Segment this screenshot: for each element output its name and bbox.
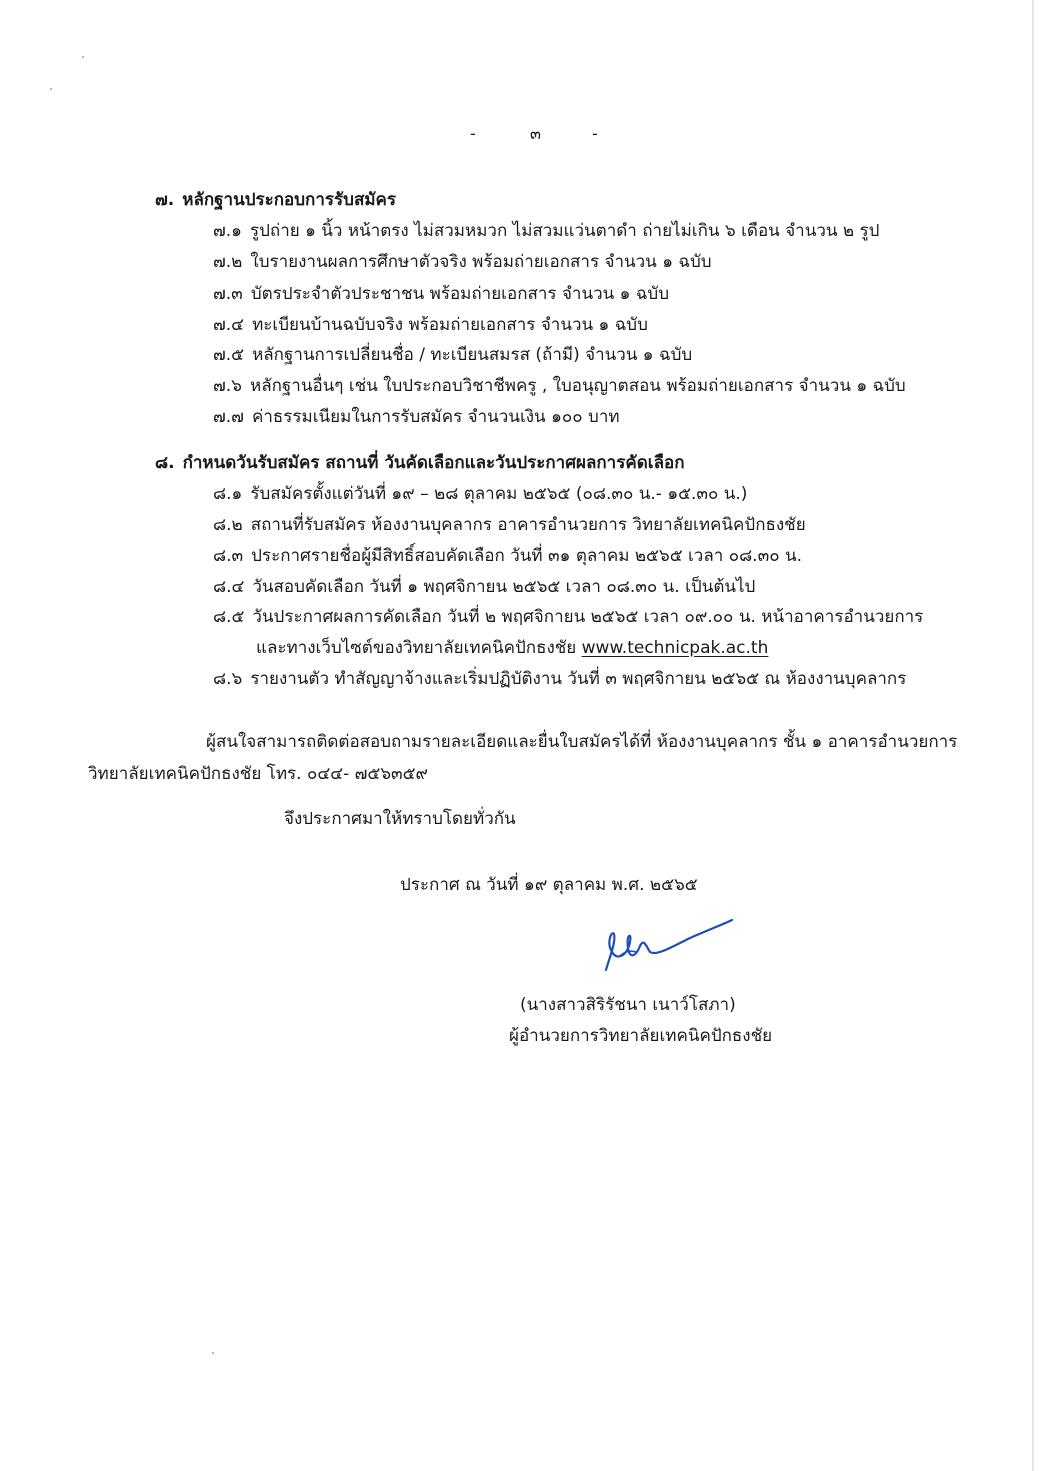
section-7-item [213,250,712,274]
signatory-position: ผู้อำนวยการวิทยาลัยเทคนิคปักธงชัย [509,1026,773,1046]
signatory-name: (นางสาวสิริรัชนา เนาว์โสภา) [520,995,736,1015]
item-text: หลักฐานการเปลี่ยนชื่อ / ทะเบียนสมรส (ถ้ามี) จำนวน ๑ ฉบับ [252,345,693,365]
section-8-title: กำหนดวันรับสมัคร สถานที่ วันคัดเลือกและวันประกาศผลการคัดเลือก [182,453,685,473]
website-link[interactable]: www.technicpak.ac.th [581,638,769,658]
item-text: รูปถ่าย ๑ นิ้ว หน้าตรง ไม่สวมหมวก ไม่สวมแว่นตาดำ ถ่ายไม่เกิน ๖ เดือน จำนวน ๒ รูป [249,221,880,241]
section-7-item [213,405,620,429]
scan-speck [50,88,52,90]
section-8-item [213,605,923,629]
item-text: วันประกาศผลการคัดเลือก วันที่ ๒ พฤศจิกายน ๒๕๖๕ เวลา ๐๙.๐๐ น. หน้าอาคารอำนวยการ [252,607,924,627]
item-text: สถานที่รับสมัคร ห้องงานบุคลากร อาคารอำนวยการ วิทยาลัยเทคนิคปักธงชัย [250,515,806,535]
section-8-item [213,667,906,691]
item-number: ๗.๔ [213,315,245,335]
scan-speck [212,1352,214,1354]
item-number: ๗.๑ [213,221,242,241]
closing-statement: จึงประกาศมาให้ทราบโดยทั่วกัน [284,809,516,829]
section-7-title: หลักฐานประกอบการรับสมัคร [182,190,397,210]
section-7-item [213,313,648,337]
section-7-heading [155,188,396,212]
contact-line-2: วิทยาลัยเทคนิคปักธงชัย โทร. ๐๔๔- ๗๕๖๓๕๙ [88,764,428,784]
item-text: ใบรายงานผลการศึกษาตัวจริง พร้อมถ่ายเอกสาร จำนวน ๑ ฉบับ [250,252,712,272]
scan-speck [82,56,84,58]
item-text: รายงานตัว ทำสัญญาจ้างและเริ่มปฏิบัติงาน วันที่ ๓ พฤศจิกายน ๒๕๖๕ ณ ห้องงานบุคลากร [250,669,907,689]
item-text: รับสมัครตั้งแต่วันที่ ๑๙ – ๒๘ ตุลาคม ๒๕๖๕ (๐๘.๓๐ น.- ๑๕.๓๐ น.) [250,484,748,504]
item-text: วันสอบคัดเลือก วันที่ ๑ พฤศจิกายน ๒๕๖๕ เวลา ๐๘.๓๐ น. เป็นต้นไป [252,577,756,597]
item-number: ๘.๒ [213,515,243,535]
contact-line-1: ผู้สนใจสามารถติดต่อสอบถามรายละเอียดและยื่นใบสมัครได้ที่ ห้องงานบุคลากร ชั้น ๑ อาคารอำนวยการ [206,732,958,752]
item-number: ๗.๓ [213,284,243,304]
item-text: บัตรประจำตัวประชาชน พร้อมถ่ายเอกสาร จำนวน ๑ ฉบับ [250,284,669,304]
section-7-item [213,343,692,367]
continuation-text: และทางเว็บไซต์ของวิทยาลัยเทคนิคปักธงชัย [256,638,577,658]
item-number: ๘.๑ [213,484,243,504]
item-number: ๗.๗ [213,407,244,427]
section-8-number: ๘. [155,453,175,473]
section-8-item [213,513,806,537]
item-number: ๘.๕ [213,607,245,627]
page-number-dash-left: - [470,124,476,143]
item-number: ๗.๒ [213,252,243,272]
section-7-number: ๗. [155,190,175,210]
item-number: ๗.๕ [213,345,245,365]
section-7-item [213,374,906,398]
page-edge [1032,0,1034,1471]
section-8-item [213,575,755,599]
item-number: ๘.๖ [213,669,243,689]
announcement-date: ประกาศ ณ วันที่ ๑๙ ตุลาคม พ.ศ. ๒๕๖๕ [400,875,698,895]
item-text: ทะเบียนบ้านฉบับจริง พร้อมถ่ายเอกสาร จำนวน ๑ ฉบับ [252,315,648,335]
page-number-dash-right: - [592,124,598,143]
page-number: ๓ [530,124,541,143]
signature-image [600,912,740,982]
item-number: ๘.๓ [213,546,244,566]
item-text: ประกาศรายชื่อผู้มีสิทธิ์สอบคัดเลือก วันที่ ๓๑ ตุลาคม ๒๕๖๕ เวลา ๐๘.๓๐ น. [251,546,803,566]
section-8-item [213,482,747,506]
section-7-item [213,219,879,243]
section-8-item-5-continuation [256,636,768,660]
item-text: ค่าธรรมเนียมในการรับสมัคร จำนวนเงิน ๑๐๐ บาท [251,407,620,427]
section-8-heading [155,451,685,475]
item-text: หลักฐานอื่นๆ เช่น ใบประกอบวิชาชีพครู , ใบอนุญาตสอน พร้อมถ่ายเอกสาร จำนวน ๑ ฉบับ [249,376,906,396]
section-8-item [213,544,802,568]
section-7-item [213,282,669,306]
item-number: ๗.๖ [213,376,242,396]
item-number: ๘.๔ [213,577,245,597]
